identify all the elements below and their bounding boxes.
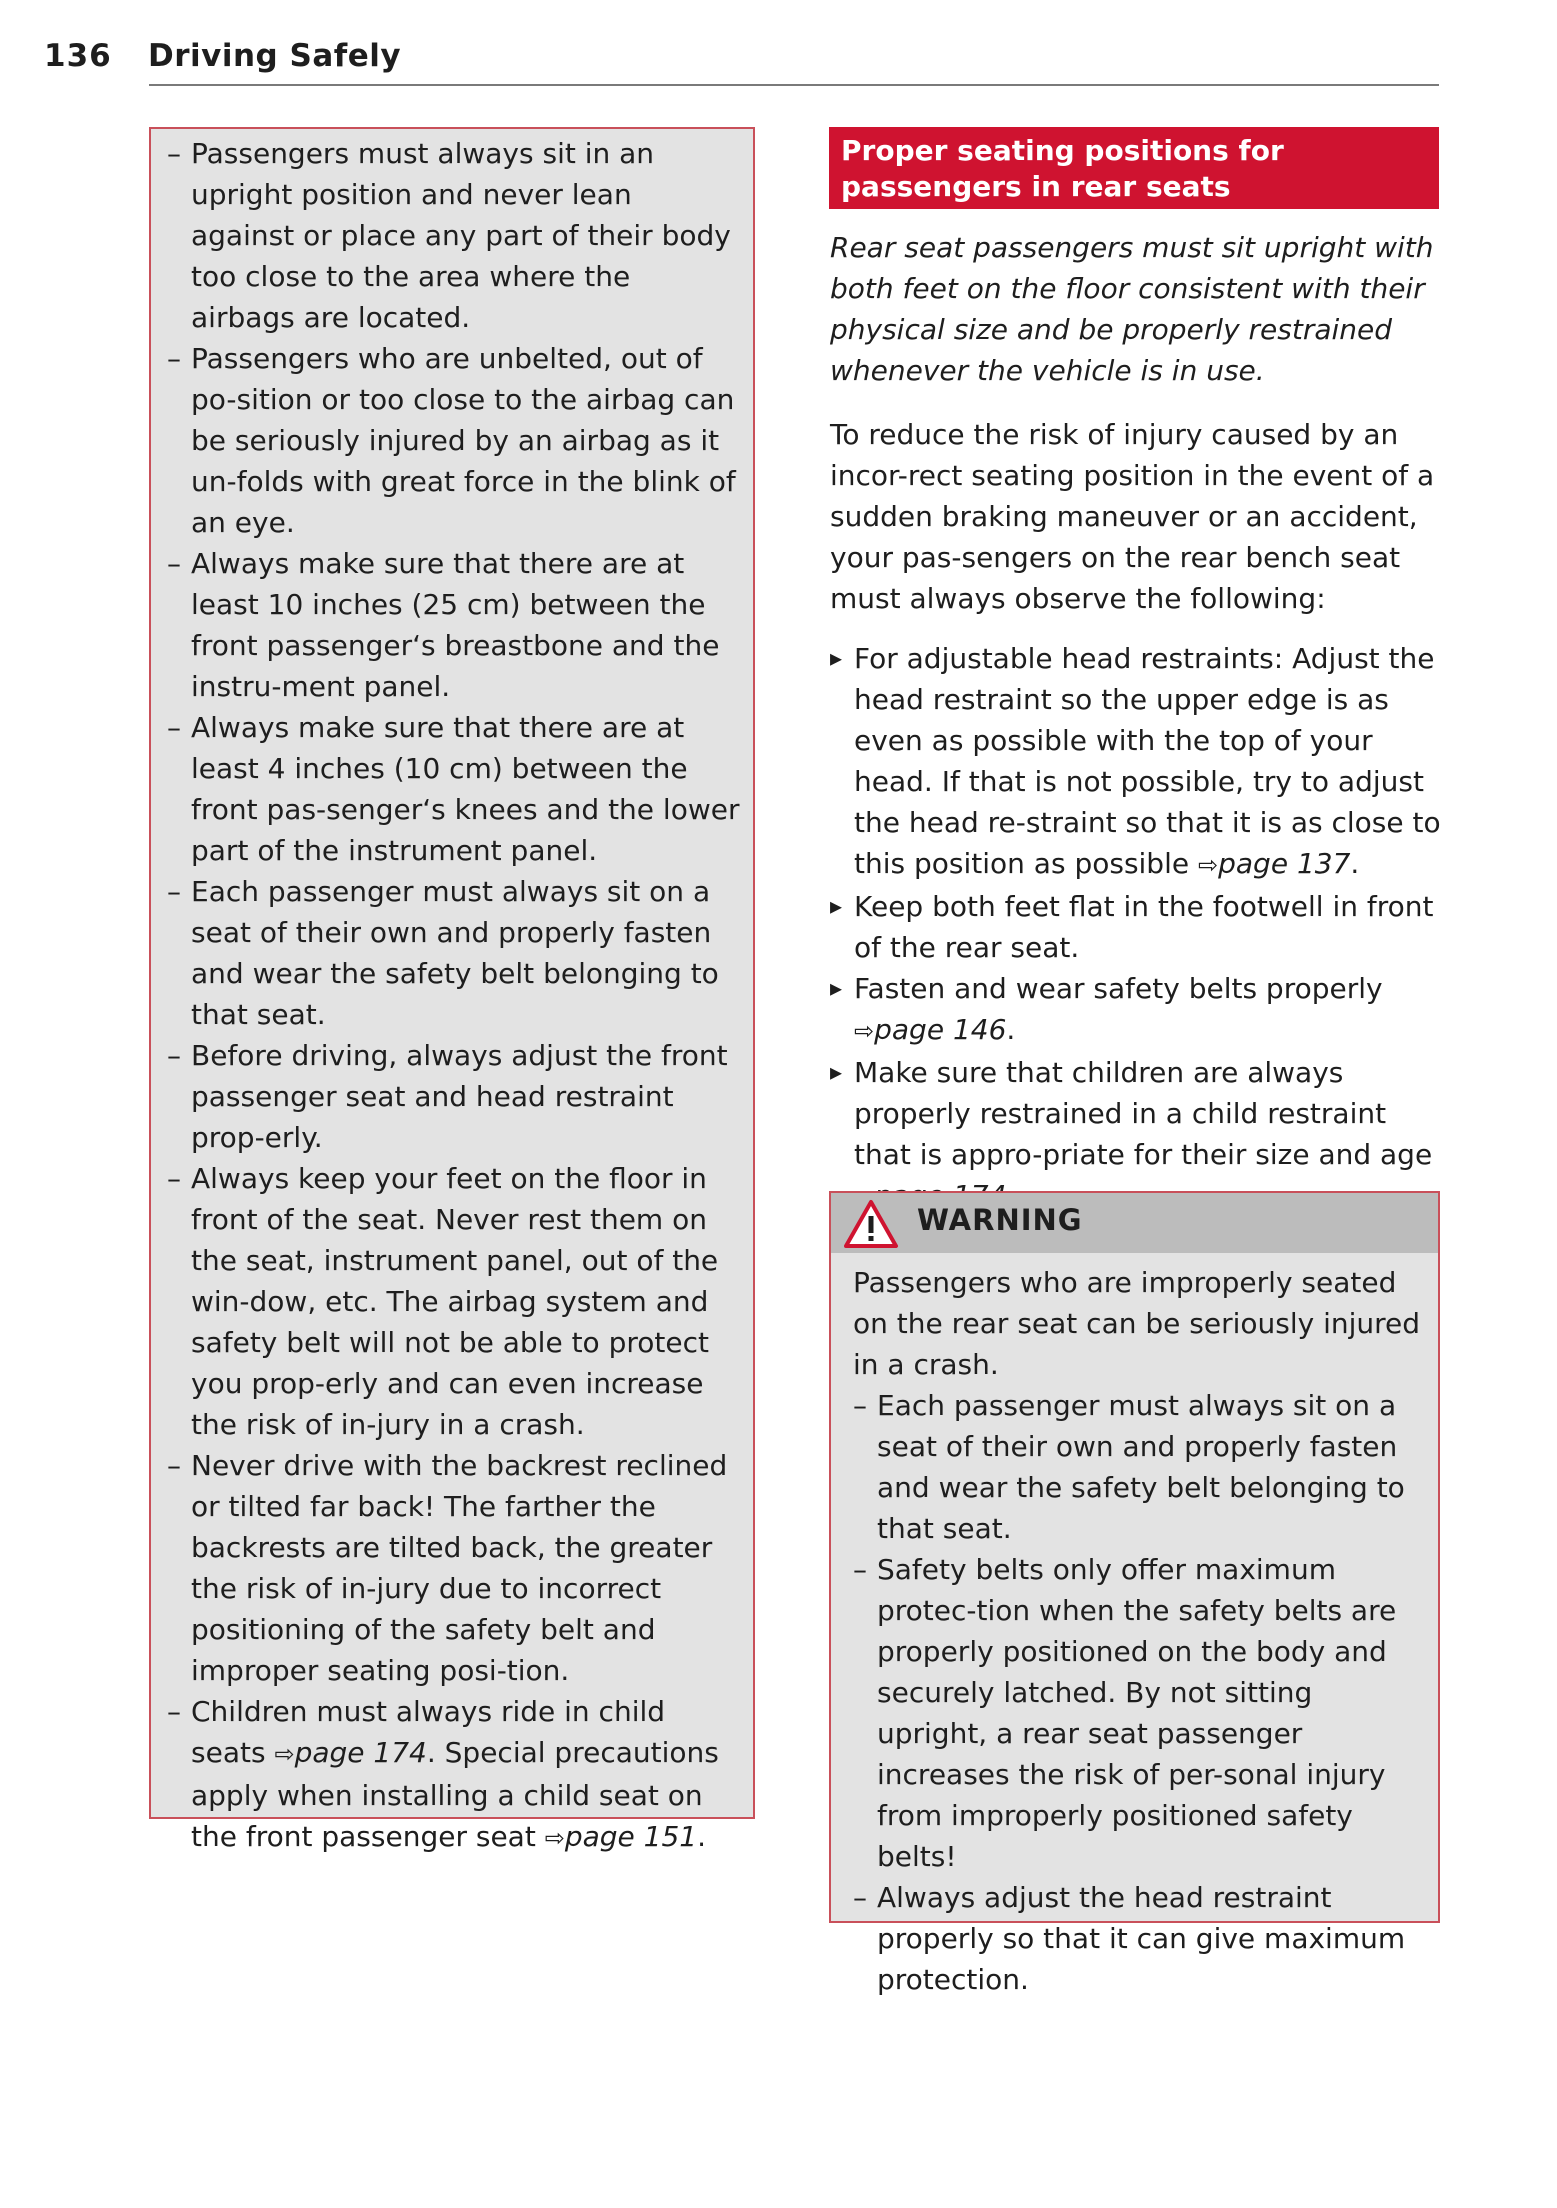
warning-title: WARNING (917, 1203, 1083, 1237)
page-header (44, 38, 1444, 88)
list-item: – Each passenger must always sit on a seat of their own and properly fasten and wear the safety belt belonging to that seat. (167, 871, 741, 1035)
caution-list (167, 133, 741, 1859)
instruction-item: ▸ For adjustable head restraints: Adjust the head restraint so the upper edge is as even as possible with the top of your head. If that is not possible, try to adjust the head re-straint so that it is as close to this position as possible ⇨page 137. (830, 638, 1442, 886)
header-divider (149, 84, 1439, 86)
caution-box-front-passenger (149, 127, 755, 1853)
instruction-item: ▸ Make sure that children are always properly restrained in a child restraint that is appro-priate for their size and age (830, 1052, 1442, 1218)
ref-arrow-icon: ⇨ (544, 1824, 565, 1852)
instruction-item: ▸ Keep both feet flat in the footwell in front of the rear seat. (830, 886, 1442, 968)
list-item: – Before driving, always adjust the front passenger seat and head restraint prop-erly. (167, 1035, 741, 1158)
page-reference-link[interactable]: ⇨page 146 (854, 1013, 1007, 1046)
list-item: – Passengers must always sit in an upright position and never lean against or place any part of their body too close to the area where the airbags are located. (167, 133, 741, 338)
body-paragraph: To reduce the risk of injury caused by an incor-rect seating position in the event of a sudden braking maneuver or an accident, your pas-sengers on the rear bench seat must always observe the following: (830, 418, 1435, 615)
list-item: – Children must always ride in child seats ⇨page 174. Special precautions apply when installing a child seat on the front passenger seat ⇨page 151. (167, 1691, 741, 1859)
page-reference-link[interactable]: ⇨page 137 (1198, 847, 1351, 880)
instruction-list (830, 638, 1442, 1218)
instruction-item: ▸ Fasten and wear safety belts properly ⇨page 146. (830, 968, 1442, 1052)
warning-box (829, 1191, 1440, 1996)
section-title: Driving Safely (148, 38, 402, 74)
warning-list (853, 1385, 1425, 2000)
section-heading: Proper seating positions for passengers in rear seats (829, 127, 1439, 209)
list-item: – Always keep your feet on the floor in front of the seat. Never rest them on the seat, instrument panel, out of the win-dow, etc. The airbag system and safety belt will not be able to protect you prop-erly and can even increase the risk of in-jury in a crash. (167, 1158, 741, 1445)
page-number: 136 (44, 38, 112, 74)
intro-paragraph: Rear seat passengers must sit upright with both feet on the floor consistent with their physical size and be properly restrained whenever the vehicle is in use. (830, 231, 1434, 387)
list-item: – Each passenger must always sit on a seat of their own and properly fasten and wear the safety belt belonging to that seat. (853, 1385, 1425, 1549)
warning-triangle-icon (843, 1199, 899, 1249)
list-item: – Passengers who are unbelted, out of po-sition or too close to the airbag can be seriously injured by an airbag as it un-folds with great force in the blink of an eye. (167, 338, 741, 543)
list-item: – Safety belts only offer maximum protec-tion when the safety belts are properly positioned on the body and securely latched. By not sitting upright, a rear seat passenger increases the risk of per-sonal injury from improperly positioned safety belts! (853, 1549, 1425, 1877)
list-item: – Always make sure that there are at least 4 inches (10 cm) between the front pas-senger‘s knees and the lower part of the instrument panel. (167, 707, 741, 871)
list-item: – Always adjust the head restraint properly so that it can give maximum protection. (853, 1877, 1425, 2000)
list-item: – Always make sure that there are at least 10 inches (25 cm) between the front passenger‘s breastbone and the instru-ment panel. (167, 543, 741, 707)
warning-intro: Passengers who are improperly seated on the rear seat can be seriously injured in a crash. (853, 1266, 1421, 1381)
page-reference-link[interactable]: ⇨page 174 (274, 1736, 427, 1769)
warning-header (831, 1193, 1438, 1253)
ref-arrow-icon: ⇨ (854, 1017, 875, 1045)
item-text: Children must always ride in child seats (191, 1695, 666, 1769)
page-reference-link[interactable]: ⇨page 151 (544, 1820, 698, 1853)
ref-arrow-icon: ⇨ (1198, 851, 1219, 879)
list-item: – Never drive with the backrest reclined or tilted far back! The farther the backrests are tilted back, the greater the risk of in-jury due to incorrect positioning of the safety belt and improper seating posi-tion. (167, 1445, 741, 1691)
ref-arrow-icon: ⇨ (274, 1740, 295, 1768)
